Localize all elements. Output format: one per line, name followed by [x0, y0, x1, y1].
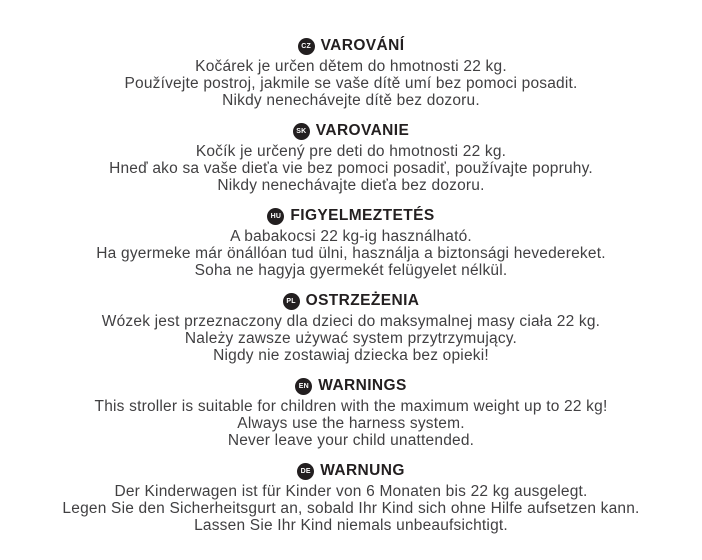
language-badge-hu-icon: HU: [267, 208, 284, 225]
warning-line: Hneď ako sa vaše dieťa vie bez pomoci posadiť, používajte popruhy.: [109, 160, 593, 177]
section-title-en: WARNINGS: [318, 377, 407, 394]
warning-line: Nikdy nenechávajte dieťa bez dozoru.: [217, 177, 485, 194]
section-header-en: [0, 377, 702, 395]
section-title-hu: FIGYELMEZTETÉS: [290, 207, 435, 224]
section-title-sk: VAROVANIE: [315, 122, 410, 139]
warning-line: Der Kinderwagen ist für Kinder von 6 Monaten bis 22 kg ausgelegt.: [114, 483, 588, 500]
language-badge-en-icon: EN: [295, 378, 312, 395]
section-title-cz: VAROVÁNÍ: [320, 37, 405, 54]
warning-line: Nigdy nie zostawiaj dziecka bez opieki!: [213, 347, 489, 364]
warning-line: Never leave your child unattended.: [227, 432, 475, 449]
warning-line: Nikdy nenechávejte dítě bez dozoru.: [222, 92, 480, 109]
section-header-sk: [0, 122, 702, 140]
section-header-cz: [0, 37, 702, 55]
warning-section-en: [0, 377, 702, 449]
warning-line: Kočárek je určen dětem do hmotnosti 22 kg.: [195, 58, 507, 75]
language-badge-de-icon: DE: [297, 463, 314, 480]
warning-section-cz: [0, 37, 702, 109]
warning-line: Wózek jest przeznaczony dla dzieci do maksymalnej masy ciała 22 kg.: [101, 313, 601, 330]
warning-line: Należy zawsze używać system przytrzymujący.: [184, 330, 518, 347]
warning-line: Soha ne hagyja gyermekét felügyelet nélkül.: [194, 262, 508, 279]
warning-line: Lassen Sie Ihr Kind niemals unbeaufsichtigt.: [194, 517, 508, 534]
warning-section-de: [0, 462, 702, 534]
warning-line: Legen Sie den Sicherheitsgurt an, sobald Ihr Kind sich ohne Hilfe aufsetzen kann.: [62, 500, 640, 517]
section-title-pl: OSTRZEŻENIA: [305, 292, 420, 309]
warning-section-pl: [0, 292, 702, 364]
section-header-pl: [0, 292, 702, 310]
section-header-hu: [0, 207, 702, 225]
warning-section-hu: [0, 207, 702, 279]
warning-line: Ha gyermeke már önállóan tud ülni, használja a biztonsági hevedereket.: [96, 245, 606, 262]
warning-line: Kočík je určený pre deti do hmotnosti 22 kg.: [195, 143, 507, 160]
warning-line: Používejte postroj, jakmile se vaše dítě umí bez pomoci posadit.: [124, 75, 578, 92]
section-header-de: [0, 462, 702, 480]
language-badge-cz-icon: CZ: [298, 38, 315, 55]
warning-line: A babakocsi 22 kg-ig használható.: [230, 228, 472, 245]
warning-section-sk: [0, 122, 702, 194]
warning-line: This stroller is suitable for children with the maximum weight up to 22 kg!: [94, 398, 608, 415]
warning-line: Always use the harness system.: [237, 415, 465, 432]
section-title-de: WARNUNG: [320, 462, 405, 479]
language-badge-sk-icon: SK: [293, 123, 310, 140]
language-badge-pl-icon: PL: [283, 293, 300, 310]
